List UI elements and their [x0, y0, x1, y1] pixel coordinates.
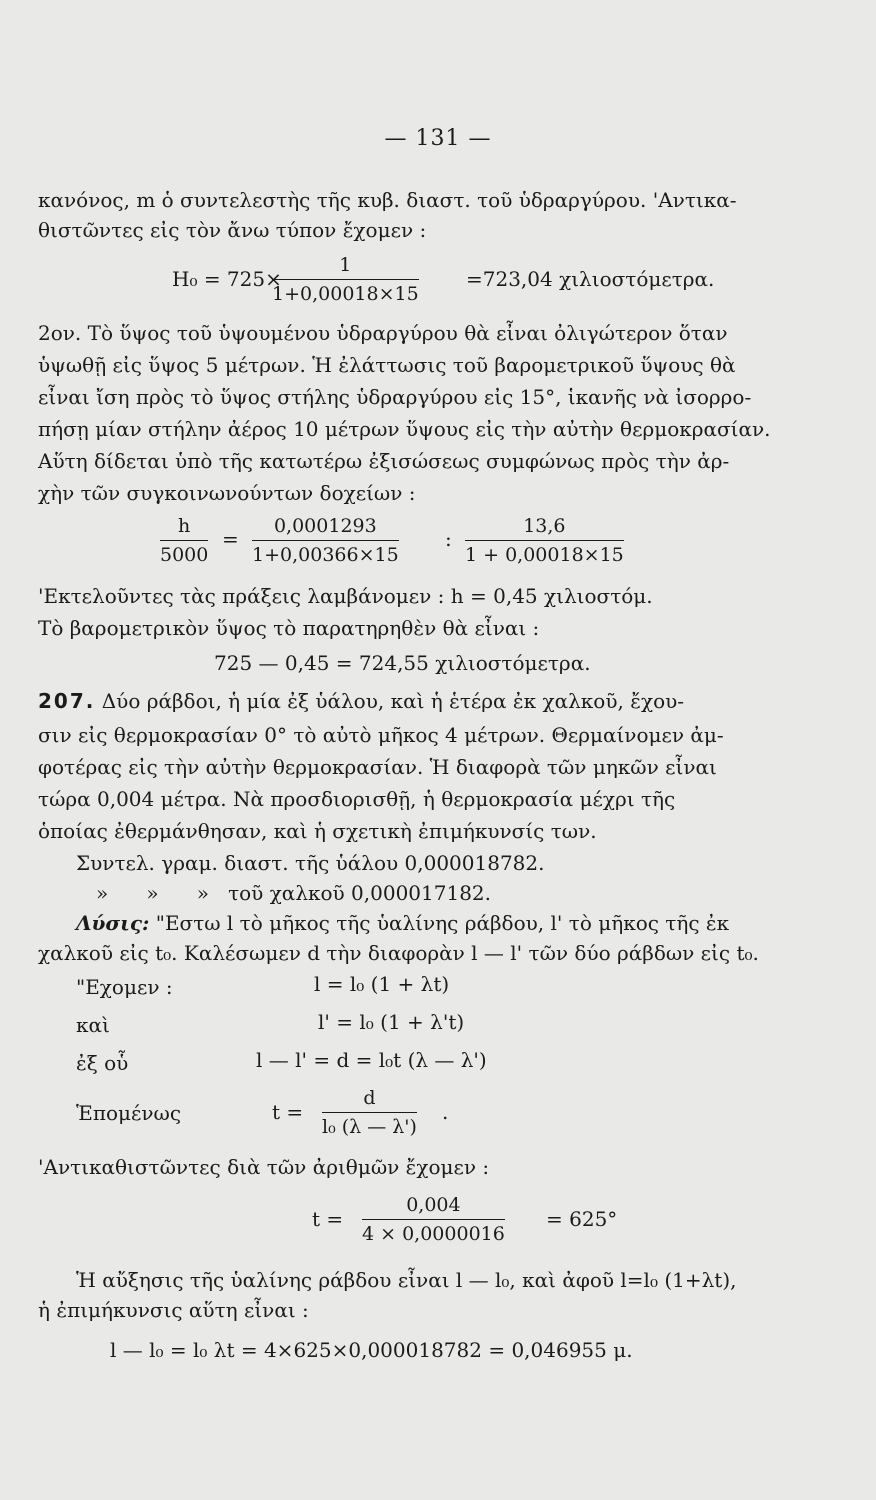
formula3-denominator: l₀ (λ — λ') — [322, 1116, 417, 1138]
word-ex-ou: ἐξ οὗ — [76, 1051, 129, 1075]
word-epomenos: Ἑπομένως — [76, 1101, 182, 1125]
text-line-20: χαλκοῦ εἰς t₀. Καλέσωμεν d τὴν διαφορὰν l — l' τῶν δύο ράβδων εἰς t₀. — [38, 941, 759, 965]
text-line-3: 2ον. Τὸ ὕψος τοῦ ὑψουμένου ὑδραργύρου θὰ εἶναι ὀλιγώτερον ὅταν — [38, 321, 728, 345]
formula3-fraction — [322, 1085, 417, 1140]
text-line-21: 'Αντικαθιστῶντες διὰ τῶν ἀριθμῶν ἔχομεν : — [38, 1155, 490, 1179]
formula3-end: . — [442, 1100, 449, 1124]
formula2-equals: = — [222, 527, 239, 551]
formula2-bar-a — [160, 540, 208, 541]
text-line-5: εἶναι ἴση πρὸς τὸ ὕψος στήλης ὑδραργύρου εἰς 15°, ἱκανῆς νὰ ἰσορρο- — [38, 385, 752, 409]
text-line-18: » » » τοῦ χαλκοῦ 0,000017182. — [96, 881, 492, 905]
text-line-1: κανόνος, m ὁ συντελεστὴς τῆς κυβ. διαστ. τοῦ ὑδραργύρου. 'Αντικα- — [38, 188, 737, 212]
formula1-bar — [272, 279, 419, 280]
page-number: — 131 — — [384, 126, 492, 151]
word-echomen: "Εχομεν : — [76, 975, 173, 999]
text-line-15: τώρα 0,004 μέτρα. Νὰ προσδιορισθῇ, ἡ θερμοκρασία μέχρι τῆς — [38, 787, 676, 811]
text-line-7: Αὕτη δίδεται ὑπὸ τῆς κατωτέρω ἐξισώσεως συμφώνως πρὸς τὴν ἀρ- — [38, 449, 730, 473]
formula2-num-c: 13,6 — [523, 515, 566, 537]
text-line-2: θιστῶντες εἰς τὸν ἄνω τύπον ἔχομεν : — [38, 218, 427, 242]
text-line-9: 'Εκτελοῦντες τὰς πράξεις λαμβάνομεν : h = 0,45 χιλιοστόμ. — [38, 584, 653, 608]
equation-3: l — l' = d = l₀t (λ — λ') — [256, 1048, 487, 1072]
formula2-den-c: 1 + 0,00018×15 — [465, 544, 624, 566]
formula2-den-b: 1+0,00366×15 — [252, 544, 399, 566]
formula4-rhs: = 625° — [546, 1207, 618, 1231]
formula4-lhs: t = — [312, 1207, 344, 1231]
text-line-14: φοτέρας εἰς τὴν αὐτὴν θερμοκρασίαν. Ἡ διαφορὰ τῶν μηκῶν εἶναι — [38, 755, 717, 779]
formula4-denominator: 4 × 0,0000016 — [362, 1223, 505, 1245]
formula2-fraction-c — [465, 513, 624, 568]
formula2-bar-c — [465, 540, 624, 541]
solution-line-1 — [76, 908, 729, 938]
text-line-22: Ἡ αὔξησις τῆς ὑαλίνης ράβδου εἶναι l — l₀, καὶ ἀφοῦ l=l₀ (1+λt), — [76, 1268, 737, 1292]
text-line-16: ὁποίας ἐθερμάνθησαν, καὶ ἡ σχετικὴ ἐπιμήκυνσίς των. — [38, 819, 597, 843]
formula1-rhs: =723,04 χιλιοστόμετρα. — [466, 267, 715, 291]
text-line-6: πήσῃ μίαν στήλην ἀέρος 10 μέτρων ὕψους εἰς τὴν αὐτὴν θερμοκρασίαν. — [38, 417, 771, 441]
formula2-num-a: h — [178, 515, 191, 537]
formula1-denominator: 1+0,00018×15 — [272, 283, 419, 305]
formula4-bar — [362, 1219, 505, 1220]
equation-1: l = l₀ (1 + λt) — [314, 972, 450, 996]
formula4-numerator: 0,004 — [406, 1194, 461, 1216]
text-line-8: χὴν τῶν συγκοινωνούντων δοχείων : — [38, 481, 416, 505]
problem-207-line-1 — [38, 686, 684, 716]
formula2-colon: : — [445, 527, 452, 551]
formula1-fraction — [272, 252, 419, 307]
solution-label: Λύσις: — [76, 911, 150, 935]
formula1-lhs: H₀ = 725× — [172, 267, 282, 291]
formula3-lhs: t = — [272, 1100, 304, 1124]
formula3-bar — [322, 1112, 417, 1113]
text-line-10: Τὸ βαρομετρικὸν ὕψος τὸ παρατηρηθὲν θὰ εἶναι : — [38, 616, 540, 640]
text-line-13: σιν εἰς θερμοκρασίαν 0° τὸ αὐτὸ μῆκος 4 μέτρων. Θερμαίνομεν ἀμ- — [38, 723, 724, 747]
formula4-fraction — [362, 1192, 505, 1247]
formula2-bar-b — [252, 540, 399, 541]
text-line-4: ὑψωθῇ εἰς ὕψος 5 μέτρων. Ἡ ἐλάττωσις τοῦ βαρομετρικοῦ ὕψους θὰ — [38, 353, 736, 377]
formula2-fraction-a — [160, 513, 208, 568]
formula1-numerator: 1 — [339, 254, 352, 276]
formula2-den-a: 5000 — [160, 544, 209, 566]
problem-207-text: Δύο ράβδοι, ἡ μία ἐξ ὑάλου, καὶ ἡ ἑτέρα ἐκ χαλκοῦ, ἔχου- — [101, 689, 685, 713]
text-line-24: l — l₀ = l₀ λt = 4×625×0,000018782 = 0,046955 μ. — [110, 1338, 633, 1362]
solution-text: "Εστω l τὸ μῆκος τῆς ὑαλίνης ράβδου, l' τὸ μῆκος τῆς ἐκ — [155, 911, 730, 935]
section-number: 207. — [38, 689, 96, 713]
word-kai: καὶ — [76, 1013, 110, 1037]
equation-2: l' = l₀ (1 + λ't) — [318, 1010, 465, 1034]
formula2-fraction-b — [252, 513, 399, 568]
formula2-num-b: 0,0001293 — [273, 515, 377, 537]
text-line-11: 725 — 0,45 = 724,55 χιλιοστόμετρα. — [214, 651, 591, 675]
text-line-23: ἡ ἐπιμήκυνσις αὕτη εἶναι : — [38, 1298, 309, 1322]
text-line-17: Συντελ. γραμ. διαστ. τῆς ὑάλου 0,000018782. — [76, 851, 545, 875]
formula3-numerator: d — [363, 1087, 376, 1109]
